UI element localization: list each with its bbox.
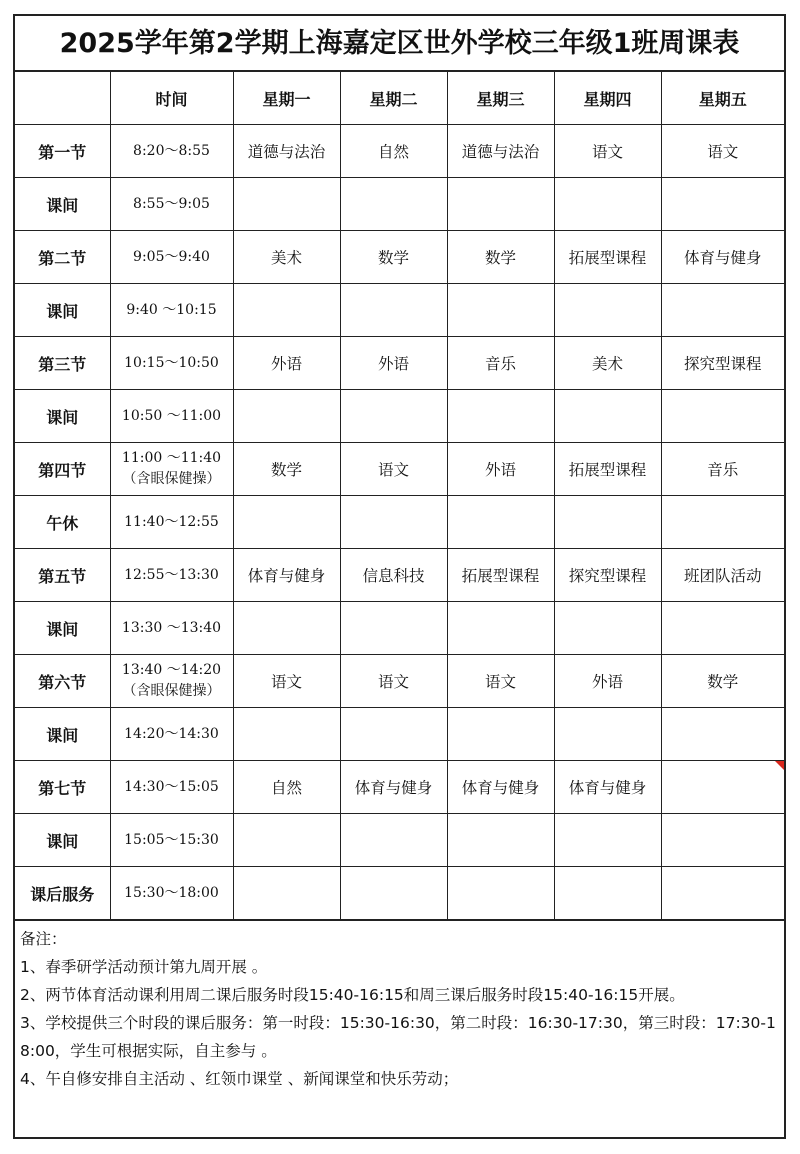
- subject-cell: [661, 390, 784, 443]
- period-time-cell: [110, 443, 233, 496]
- subject-cell: 体育与健身: [661, 231, 784, 284]
- subject-cell: [554, 284, 661, 337]
- period-time: 15:05～15:30: [124, 831, 219, 848]
- schedule-row: [15, 814, 784, 867]
- period-time: 8:20～8:55: [133, 142, 210, 159]
- schedule-row: [15, 496, 784, 549]
- schedule-row: [15, 231, 784, 284]
- subject-cell: 自然: [233, 761, 340, 814]
- subject-cell: [554, 496, 661, 549]
- subject-cell: [233, 867, 340, 920]
- period-label: 午休: [15, 496, 110, 549]
- timetable-sheet: [13, 14, 786, 1139]
- subject-cell: 体育与健身: [233, 549, 340, 602]
- period-label: 第七节: [15, 761, 110, 814]
- subject-cell: 数学: [233, 443, 340, 496]
- subject-cell: 外语: [447, 443, 554, 496]
- subject-cell: [661, 496, 784, 549]
- subject-cell: 美术: [554, 337, 661, 390]
- period-label: 第四节: [15, 443, 110, 496]
- subject-cell: [233, 708, 340, 761]
- subject-cell: [447, 814, 554, 867]
- subject-cell: [233, 496, 340, 549]
- period-label: 第二节: [15, 231, 110, 284]
- period-time: 9:05～9:40: [133, 248, 210, 265]
- subject-cell: 体育与健身: [340, 761, 447, 814]
- schedule-row: [15, 337, 784, 390]
- schedule-row: [15, 443, 784, 496]
- note-item: 3、学校提供三个时段的课后服务：第一时段：15:30-16:30，第二时段：16:30-17:30，第三时段：17:30-18:00，学生可根据实际，自主参与 。: [20, 1014, 776, 1060]
- period-time: 8:55～9:05: [133, 195, 210, 212]
- period-time: 15:30～18:00: [124, 884, 219, 901]
- period-time-note: （含眼保健操）: [122, 683, 221, 699]
- comment-flag-icon: [775, 761, 784, 770]
- subject-cell: [447, 496, 554, 549]
- schedule-row: [15, 655, 784, 708]
- period-label: 课间: [15, 708, 110, 761]
- subject-cell: 数学: [661, 655, 784, 708]
- period-time-cell: [110, 549, 233, 602]
- subject-cell: [447, 178, 554, 231]
- schedule-row: [15, 602, 784, 655]
- subject-cell: [661, 602, 784, 655]
- page-title: 2025学年第2学期上海嘉定区世外学校三年级1班周课表: [15, 16, 784, 72]
- subject-cell: [554, 602, 661, 655]
- subject-cell: [233, 814, 340, 867]
- subject-cell: 语文: [447, 655, 554, 708]
- period-time-cell: [110, 337, 233, 390]
- subject-cell: [340, 496, 447, 549]
- period-time-cell: [110, 284, 233, 337]
- period-time-cell: [110, 178, 233, 231]
- note-item: 1、春季研学活动预计第九周开展 。: [20, 958, 268, 976]
- period-label: 课后服务: [15, 867, 110, 920]
- period-label: 第一节: [15, 125, 110, 178]
- subject-cell: 探究型课程: [661, 337, 784, 390]
- period-time: 9:40 ～10:15: [126, 301, 217, 318]
- schedule-table: [15, 72, 784, 920]
- period-time: 10:15～10:50: [124, 354, 219, 371]
- subject-cell: [554, 390, 661, 443]
- period-time-cell: [110, 814, 233, 867]
- subject-cell: [233, 178, 340, 231]
- subject-cell: 外语: [340, 337, 447, 390]
- period-label: 课间: [15, 602, 110, 655]
- period-time: 12:55～13:30: [124, 566, 219, 583]
- period-time-cell: [110, 867, 233, 920]
- subject-cell: [340, 602, 447, 655]
- header-day-mon: 星期一: [233, 72, 340, 125]
- subject-cell: [447, 867, 554, 920]
- subject-cell: 信息科技: [340, 549, 447, 602]
- subject-cell: 外语: [233, 337, 340, 390]
- subject-cell: 数学: [447, 231, 554, 284]
- header-day-fri: 星期五: [661, 72, 784, 125]
- subject-cell: [554, 814, 661, 867]
- period-label: 第六节: [15, 655, 110, 708]
- schedule-row: [15, 761, 784, 814]
- schedule-row: [15, 867, 784, 920]
- period-label: 课间: [15, 284, 110, 337]
- period-time: 13:30 ～13:40: [121, 619, 222, 636]
- period-time-cell: [110, 655, 233, 708]
- subject-cell-flagged: [661, 761, 784, 814]
- subject-cell: [340, 178, 447, 231]
- subject-cell: 班团队活动: [661, 549, 784, 602]
- subject-cell: [447, 284, 554, 337]
- header-corner: [15, 72, 110, 125]
- subject-cell: 美术: [233, 231, 340, 284]
- period-time-cell: [110, 125, 233, 178]
- subject-cell: 语文: [554, 125, 661, 178]
- period-time: 11:00 ～11:40: [121, 450, 222, 466]
- subject-cell: 拓展型课程: [554, 443, 661, 496]
- period-time-cell: [110, 761, 233, 814]
- subject-cell: 语文: [340, 655, 447, 708]
- subject-cell: [554, 708, 661, 761]
- note-item: 2、两节体育活动课利用周二课后服务时段15:40-16:15和周三课后服务时段15:40-16:15开展。: [20, 986, 685, 1004]
- subject-cell: [447, 708, 554, 761]
- header-day-tue: 星期二: [340, 72, 447, 125]
- period-time-cell: [110, 602, 233, 655]
- period-time-note: （含眼保健操）: [122, 471, 221, 487]
- subject-cell: 拓展型课程: [554, 231, 661, 284]
- subject-cell: [233, 284, 340, 337]
- subject-cell: [554, 178, 661, 231]
- schedule-row: [15, 708, 784, 761]
- schedule-row: [15, 284, 784, 337]
- period-time-cell: [110, 708, 233, 761]
- subject-cell: 体育与健身: [554, 761, 661, 814]
- header-time: 时间: [110, 72, 233, 125]
- schedule-row: [15, 390, 784, 443]
- period-time: 14:20～14:30: [124, 725, 219, 742]
- subject-cell: [661, 284, 784, 337]
- subject-cell: 体育与健身: [447, 761, 554, 814]
- subject-cell: 道德与法治: [447, 125, 554, 178]
- subject-cell: 音乐: [447, 337, 554, 390]
- schedule-row: [15, 178, 784, 231]
- subject-cell: 语文: [340, 443, 447, 496]
- subject-cell: [340, 390, 447, 443]
- period-label: 课间: [15, 814, 110, 867]
- note-item: 4、午自修安排自主活动 、红领巾课堂 、新闻课堂和快乐劳动；: [20, 1070, 459, 1088]
- subject-cell: [661, 867, 784, 920]
- header-day-thu: 星期四: [554, 72, 661, 125]
- subject-cell: [340, 708, 447, 761]
- subject-cell: [340, 867, 447, 920]
- subject-cell: [233, 390, 340, 443]
- period-time: 11:40～12:55: [124, 513, 219, 530]
- period-time-cell: [110, 496, 233, 549]
- subject-cell: 语文: [661, 125, 784, 178]
- subject-cell: 外语: [554, 655, 661, 708]
- notes-heading: 备注：: [20, 930, 67, 948]
- subject-cell: [447, 602, 554, 655]
- notes-section: [15, 920, 784, 1093]
- subject-cell: [661, 708, 784, 761]
- subject-cell: [340, 814, 447, 867]
- subject-cell: [340, 284, 447, 337]
- period-label: 课间: [15, 178, 110, 231]
- subject-cell: [233, 602, 340, 655]
- subject-cell: 道德与法治: [233, 125, 340, 178]
- period-time-cell: [110, 390, 233, 443]
- subject-cell: 拓展型课程: [447, 549, 554, 602]
- period-time-cell: [110, 231, 233, 284]
- period-time: 13:40 ～14:20: [121, 662, 222, 678]
- period-time: 10:50 ～11:00: [121, 407, 222, 424]
- header-day-wed: 星期三: [447, 72, 554, 125]
- subject-cell: [661, 814, 784, 867]
- period-label: 课间: [15, 390, 110, 443]
- subject-cell: 探究型课程: [554, 549, 661, 602]
- subject-cell: 音乐: [661, 443, 784, 496]
- schedule-row: [15, 125, 784, 178]
- subject-cell: [661, 178, 784, 231]
- subject-cell: 数学: [340, 231, 447, 284]
- subject-cell: [554, 867, 661, 920]
- period-label: 第五节: [15, 549, 110, 602]
- schedule-row: [15, 549, 784, 602]
- period-time: 14:30～15:05: [124, 778, 219, 795]
- subject-cell: 自然: [340, 125, 447, 178]
- subject-cell: [447, 390, 554, 443]
- header-row: [15, 72, 784, 125]
- subject-cell: 语文: [233, 655, 340, 708]
- period-label: 第三节: [15, 337, 110, 390]
